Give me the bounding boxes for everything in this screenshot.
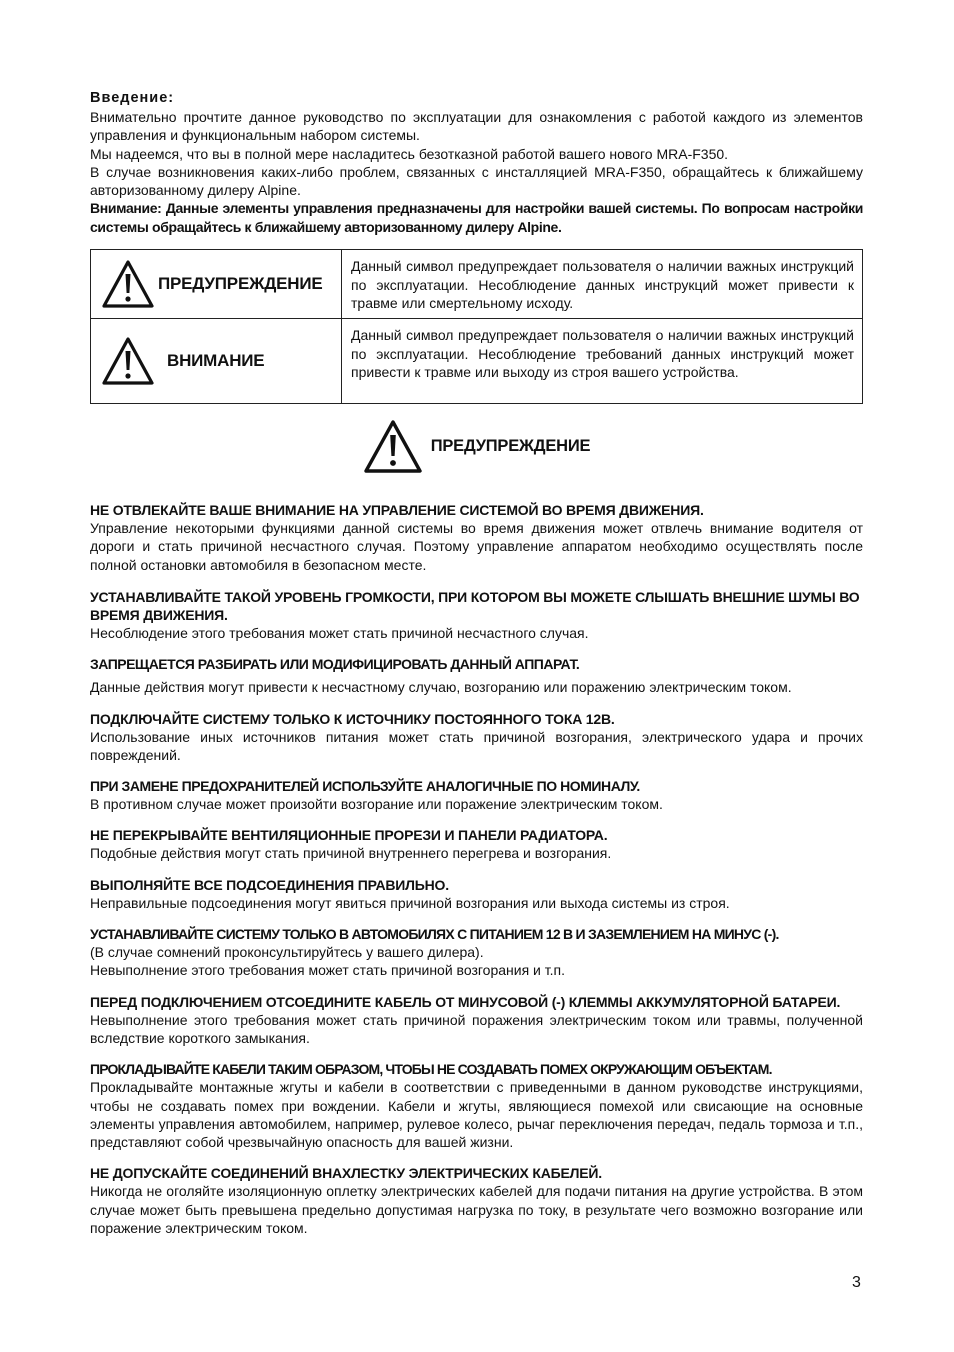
section-heading: УСТАНАВЛИВАЙТЕ СИСТЕМУ ТОЛЬКО В АВТОМОБИЛЯХ С ПИТАНИЕМ 12 В И ЗАЗЕМЛЕНИЕМ НА МИНУС (-).: [90, 926, 779, 943]
warning-section: [90, 501, 863, 574]
symbol-legend-table: [90, 249, 863, 404]
warning-section: [90, 777, 863, 813]
section-body: Неправильные подсоединения могут явиться причиной возгорания или выхода системы из строя.: [90, 894, 730, 911]
section-body: Использование иных источников питания может стать причиной возгорания, электрического удара и прочих повреждений.: [90, 728, 863, 763]
intro-paragraph-3: В случае возникновения каких-либо проблем, связанных с инсталляцией MRA-F350, обращайтесь к ближайшему авторизованному дилеру Alpine.: [90, 163, 863, 199]
warning-triangle-icon: [363, 419, 423, 474]
intro-note: Внимание: Данные элементы управления предназначены для настройки вашей системы. По вопросам настройки системы обращайтесь к ближайшему авторизованному дилеру Alpine.: [90, 200, 863, 235]
section-heading: ЗАПРЕЩАЕТСЯ РАЗБИРАТЬ ИЛИ МОДИФИЦИРОВАТЬ ДАННЫЙ АППАРАТ.: [90, 656, 580, 673]
section-heading: УСТАНАВЛИВАЙТЕ ТАКОЙ УРОВЕНЬ ГРОМКОСТИ, ПРИ КОТОРОМ ВЫ МОЖЕТЕ СЛЫШАТЬ ВНЕШНИЕ ШУМЫ ВО ВРЕМЯ ДВИЖЕНИЯ.: [90, 588, 860, 623]
section-body: Никогда не оголяйте изоляционную оплетку электрических кабелей для подачи питания на другие устройства. В этом случае может быть превышена предельно допустимая нагрузка по току, в результате чего возможно возгорание или поражение электрическим током.: [90, 1183, 863, 1237]
intro-paragraph-1: Внимательно прочтите данное руководство по эксплуатации для ознакомления с работой каждого из элементов управления и функциональным набором системы.: [90, 109, 863, 144]
section-body: Подобные действия могут стать причиной внутреннего перегрева и возгорания.: [90, 845, 612, 862]
section-body: Несоблюдение этого требования может стать причиной несчастного случая.: [90, 624, 589, 641]
section-heading: ПЕРЕД ПОДКЛЮЧЕНИЕМ ОТСОЕДИНИТЕ КАБЕЛЬ ОТ МИНУСОВОЙ (-) КЛЕММЫ АККУМУЛЯТОРНОЙ БАТАРЕИ.: [90, 993, 841, 1010]
legend-label-warning: ПРЕДУПРЕЖДЕНИЕ: [158, 274, 323, 294]
section-heading: ПРИ ЗАМЕНЕ ПРЕДОХРАНИТЕЛЕЙ ИСПОЛЬЗУЙТЕ АНАЛОГИЧНЫЕ ПО НОМИНАЛУ.: [90, 778, 640, 795]
warning-section: [90, 1060, 863, 1151]
legend-row-caution: [91, 319, 863, 404]
warning-triangle-icon: [101, 259, 155, 309]
section-body: (В случае сомнений проконсультируйтесь у вашего дилера).: [90, 944, 484, 961]
section-body-2: Невыполнение этого требования может стать причиной возгорания и т.п.: [90, 962, 565, 979]
legend-description-caution: Данный символ предупреждает пользователя о наличии важных инструкций по эксплуатации. Несоблюдение требований данных инструкций может привести к травме или выходу из строя вашего устройства.: [342, 319, 863, 404]
intro-paragraph-2: Мы надеемся, что вы в полной мере насладитесь безотказной работой вашего нового MRA-F350.: [90, 145, 729, 162]
section-body: Прокладывайте монтажные жгуты и кабели в соответствии с приведенными в данном руководстве инструкциями, чтобы не создавать помех при вождении. Кабели и жгуты, являющиеся помехой или свисающие на основные элементы управления автомобилем, например, рулевое колесо, рычаг переключения передач, педаль тормоза и т.п., представляют собой чрезвычайную опасность для вашей жизни.: [90, 1079, 863, 1151]
section-heading: НЕ ПЕРЕКРЫВАЙТЕ ВЕНТИЛЯЦИОННЫЕ ПРОРЕЗИ И ПАНЕЛИ РАДИАТОРА.: [90, 827, 608, 844]
warning-section: [90, 826, 863, 862]
warning-section: [90, 993, 863, 1048]
section-heading: НЕ ОТВЛЕКАЙТЕ ВАШЕ ВНИМАНИЕ НА УПРАВЛЕНИЕ СИСТЕМОЙ ВО ВРЕМЯ ДВИЖЕНИЯ.: [90, 502, 704, 519]
warning-section: [90, 655, 863, 696]
section-body: Невыполнение этого требования может стать причиной поражения электрическим током или травмы, полученной вследствие короткого замыкания.: [90, 1011, 863, 1046]
section-body: Управление некоторыми функциями данной системы во время движения может отвлечь внимание водителя от дороги и стать причиной несчастного случая. Поэтому управление аппаратом необходимо осуществлять после полной остановки автомобиля в безопасном месте.: [90, 520, 863, 573]
section-body: Данные действия могут привести к несчастному случаю, возгоранию или поражению электрическим током.: [90, 679, 792, 696]
legend-symbol-cell: [91, 319, 342, 404]
warning-heading: [90, 418, 863, 474]
warning-section: [90, 876, 863, 912]
warning-section: [90, 1164, 863, 1237]
intro-title: Введение:: [90, 90, 175, 106]
section-heading: ПРОКЛАДЫВАЙТЕ КАБЕЛИ ТАКИМ ОБРАЗОМ, ЧТОБЫ НЕ СОЗДАВАТЬ ПОМЕХ ОКРУЖАЮЩИМ ОБЪЕКТАМ.: [90, 1061, 772, 1078]
warning-section: [90, 710, 863, 765]
legend-label-caution: ВНИМАНИЕ: [167, 351, 265, 371]
warning-triangle-icon: [101, 336, 155, 386]
section-heading: НЕ ДОПУСКАЙТЕ СОЕДИНЕНИЙ ВНАХЛЕСТКУ ЭЛЕКТРИЧЕСКИХ КАБЕЛЕЙ.: [90, 1165, 602, 1182]
section-body: В противном случае может произойти возгорание или поражение электрическим током.: [90, 796, 663, 813]
warning-section: [90, 588, 863, 642]
legend-description-warning: Данный символ предупреждает пользователя о наличии важных инструкций по эксплуатации. Несоблюдение данных инструкций может привести к травме или смертельному исходу.: [342, 250, 863, 319]
legend-symbol-cell: [91, 250, 342, 319]
page-number: 3: [852, 1274, 861, 1291]
legend-row-warning: [91, 250, 863, 319]
document-page: [90, 89, 863, 1237]
section-heading: ВЫПОЛНЯЙТЕ ВСЕ ПОДСОЕДИНЕНИЯ ПРАВИЛЬНО.: [90, 876, 449, 893]
warning-section: [90, 925, 863, 980]
section-heading: ПОДКЛЮЧАЙТЕ СИСТЕМУ ТОЛЬКО К ИСТОЧНИКУ ПОСТОЯННОГО ТОКА 12В.: [90, 710, 615, 727]
warning-heading-label: ПРЕДУПРЕЖДЕНИЕ: [430, 436, 591, 455]
